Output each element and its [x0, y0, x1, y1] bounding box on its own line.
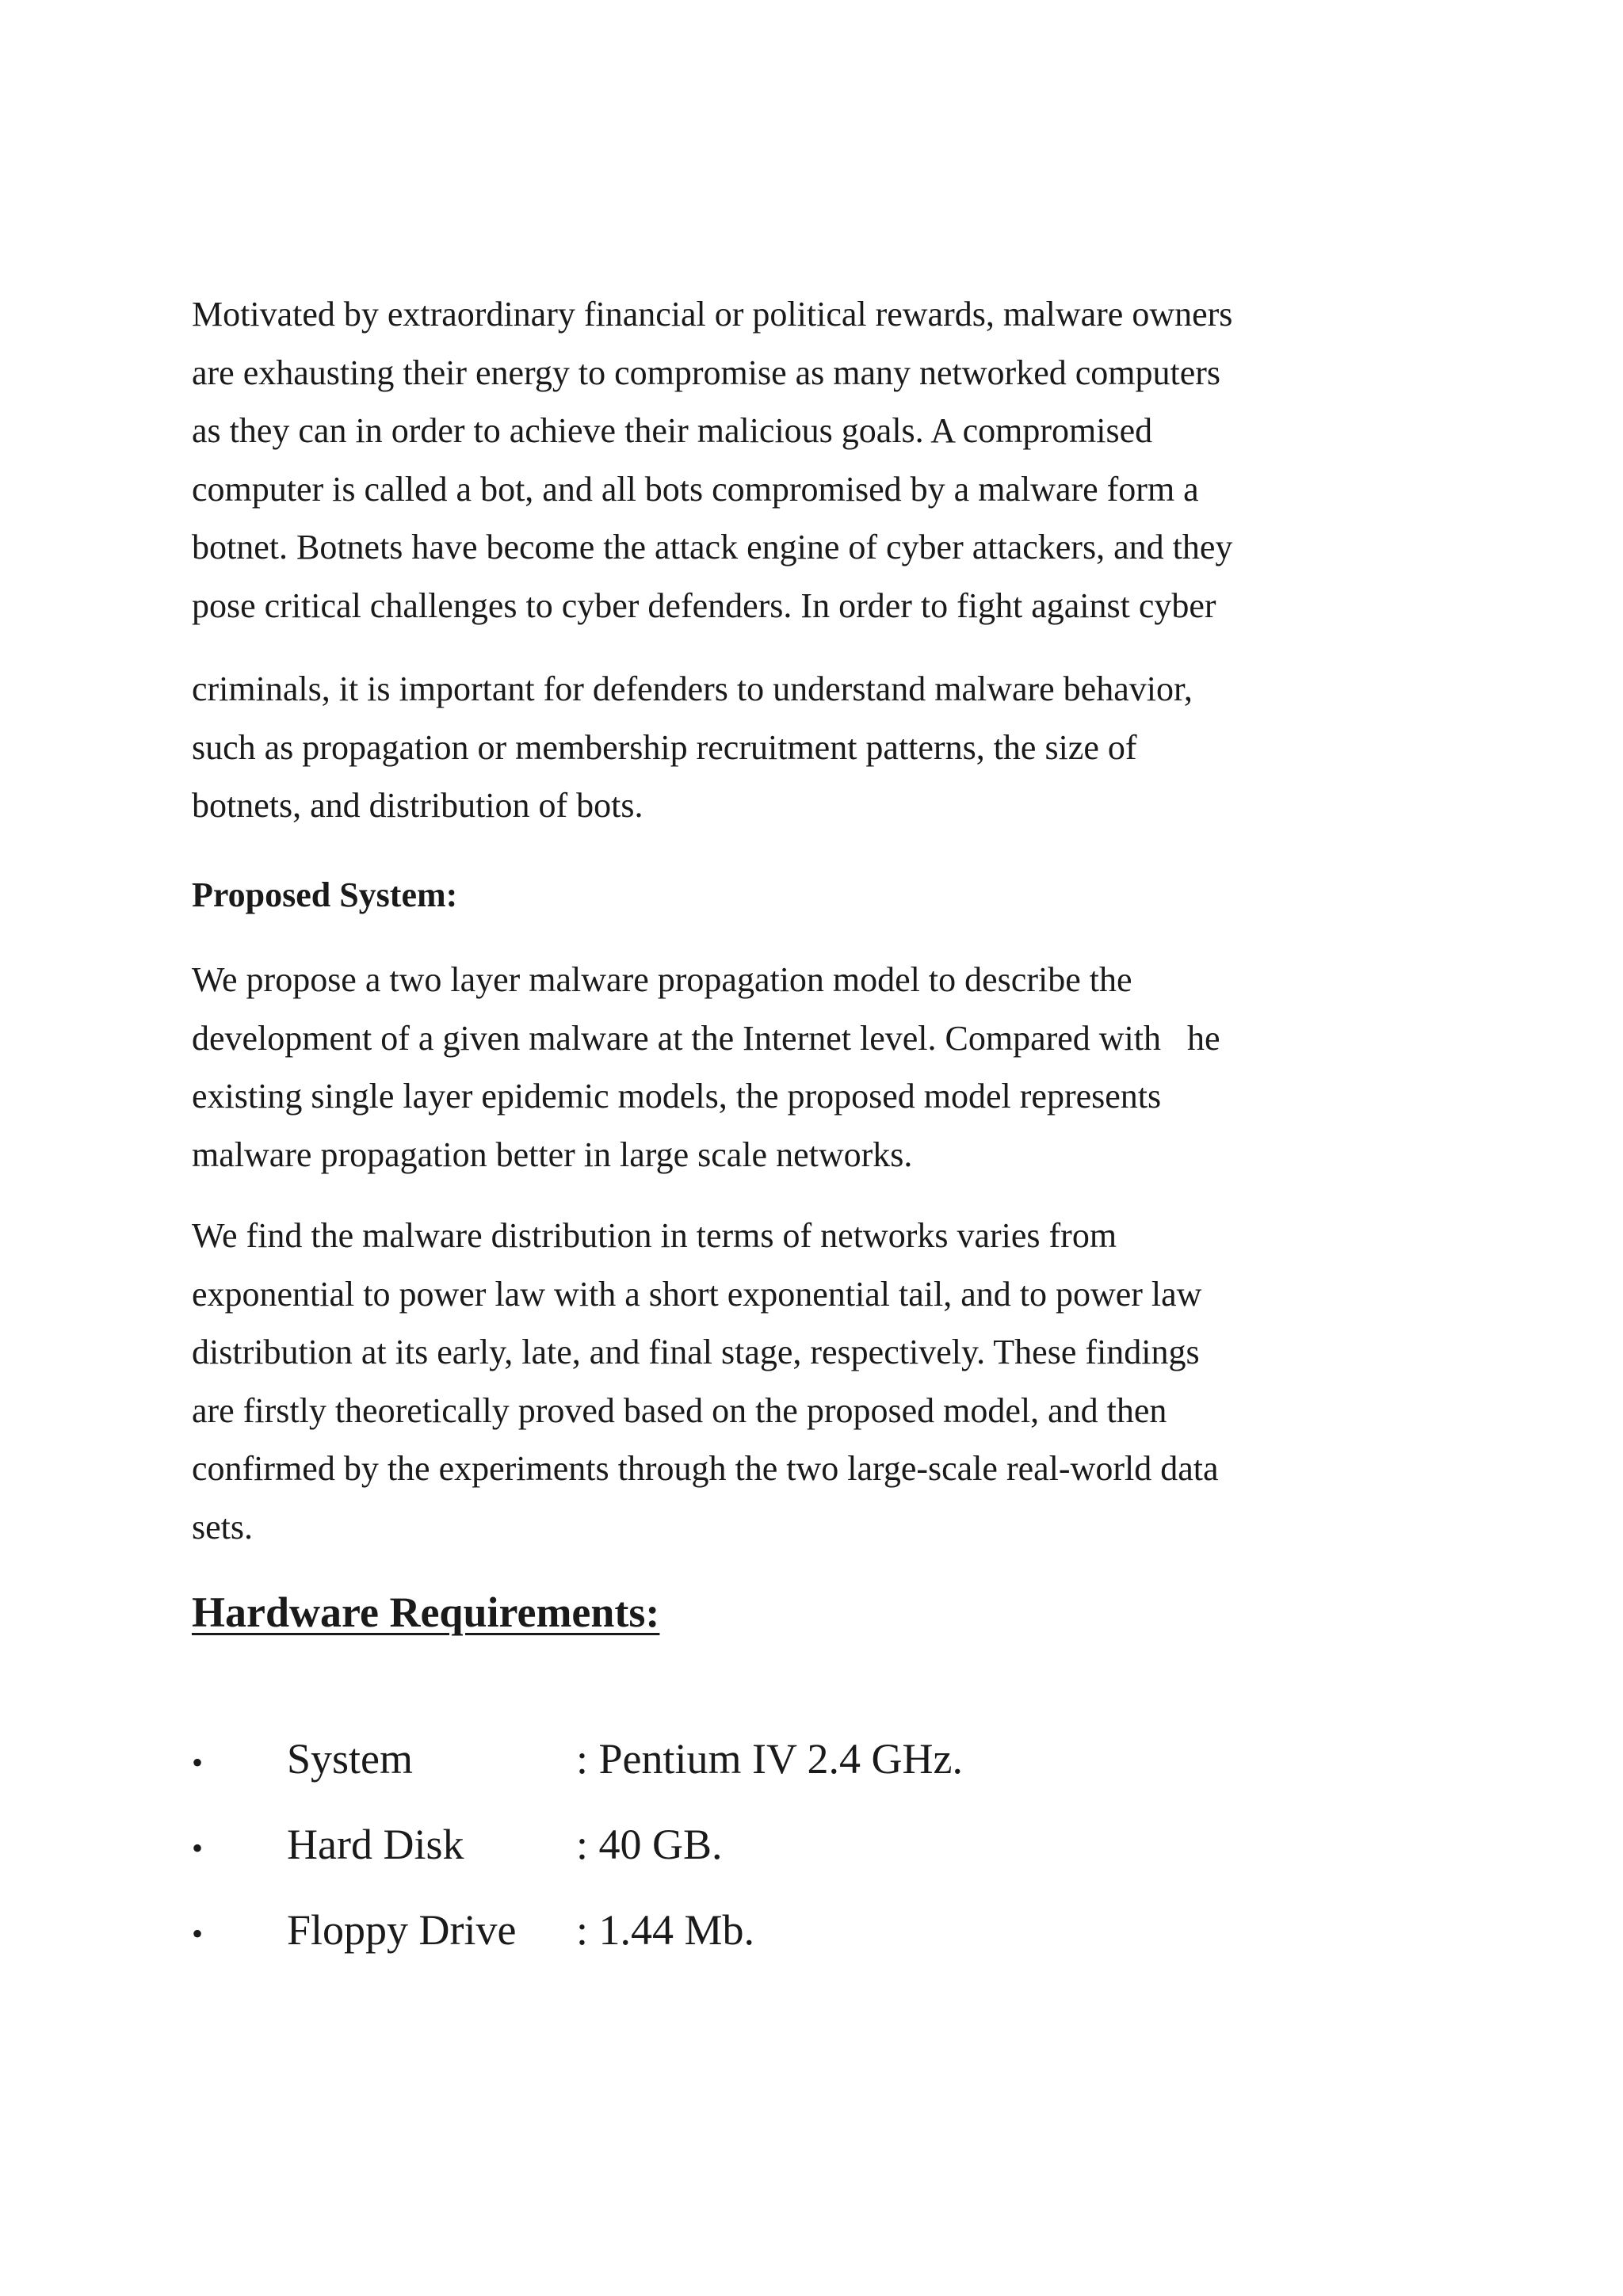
hardware-requirements-heading: Hardware Requirements: — [192, 1589, 660, 1636]
list-item — [192, 1813, 1460, 1898]
requirement-value: : 40 GB. — [576, 1821, 723, 1868]
text-line: We propose a two layer malware propagation model to describe the — [192, 960, 1132, 999]
requirement-label: Floppy Drive — [287, 1906, 517, 1954]
text-line: exponential to power law with a short exponential tail, and to power law — [192, 1274, 1202, 1314]
text-line: are exhausting their energy to compromise as many networked computers — [192, 353, 1221, 392]
bullet-icon: • — [192, 1830, 204, 1866]
text-line: criminals, it is important for defenders to understand malware behavior, — [192, 669, 1193, 708]
requirement-value: : 1.44 Mb. — [576, 1906, 755, 1954]
proposed-system-paragraph-1 — [192, 951, 1476, 1184]
requirement-label: Hard Disk — [287, 1821, 464, 1868]
text-line: as they can in order to achieve their malicious goals. A compromised — [192, 411, 1153, 450]
list-item — [192, 1898, 1460, 1984]
text-line: malware propagation better in large scale networks. — [192, 1135, 913, 1174]
text-line: confirmed by the experiments through the two large-scale real-world data — [192, 1449, 1219, 1488]
text-line: are firstly theoretically proved based on the proposed model, and then — [192, 1390, 1167, 1430]
text-line: distribution at its early, late, and final stage, respectively. These findings — [192, 1333, 1200, 1371]
bullet-icon: • — [192, 1745, 204, 1780]
list-item — [192, 1727, 1460, 1813]
text-line: botnet. Botnets have become the attack engine of cyber attackers, and they — [192, 528, 1233, 566]
text-line: Motivated by extraordinary financial or political rewards, malware owners — [192, 295, 1233, 334]
text-line: development of a given malware at the Internet level. Compared with he — [192, 1018, 1220, 1058]
text-line: pose critical challenges to cyber defenders. In order to fight against cyber — [192, 585, 1216, 625]
intro-paragraph-1 — [192, 285, 1476, 635]
text-line: computer is called a bot, and all bots compromised by a malware form a — [192, 469, 1199, 509]
text-line: such as propagation or membership recruitment patterns, the size of — [192, 727, 1137, 767]
text-line: sets. — [192, 1507, 253, 1547]
proposed-system-heading: Proposed System: — [192, 875, 458, 914]
bullet-icon: • — [192, 1916, 204, 1951]
proposed-system-paragraph-2 — [192, 1207, 1476, 1556]
intro-paragraph-2 — [192, 660, 1476, 835]
text-line: We find the malware distribution in terms of networks varies from — [192, 1216, 1117, 1255]
requirement-value: : Pentium IV 2.4 GHz. — [576, 1735, 963, 1783]
hardware-requirements-list — [192, 1727, 1460, 1984]
text-line: existing single layer epidemic models, the proposed model represents — [192, 1077, 1162, 1116]
requirement-label: System — [287, 1735, 414, 1783]
text-line: botnets, and distribution of bots. — [192, 786, 643, 825]
